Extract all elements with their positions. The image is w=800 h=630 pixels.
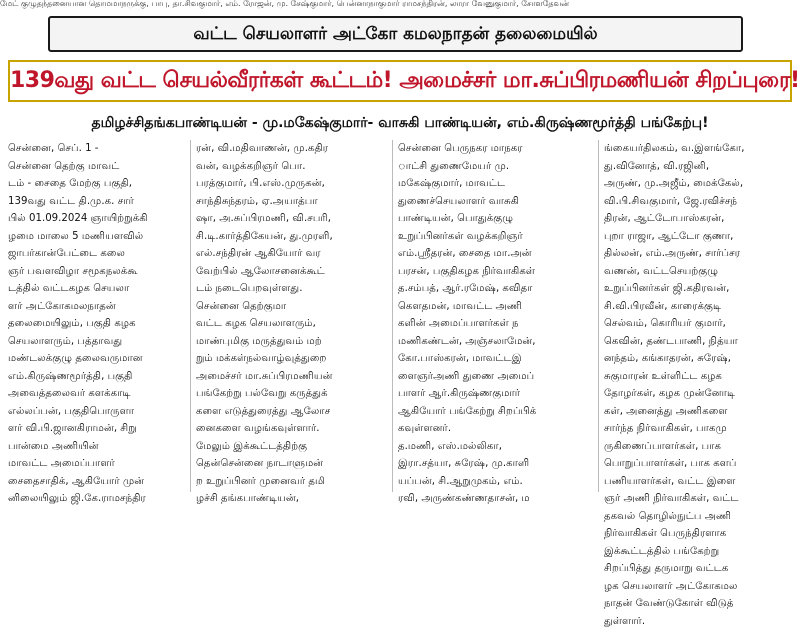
- article-line: பாளர் ஆர்.கிருஷ்ணகுமார்: [398, 385, 592, 403]
- article-line: எல்.சந்திரன் ஆகியோர் வர: [196, 245, 386, 263]
- article-line: த.மணி, எஸ்.மல்லிகா,: [398, 438, 592, 456]
- article-line: னந்தம், கங்காதரன், சுரேஷ்,: [604, 350, 792, 368]
- article-line: டம் - சைதை மேற்கு பகுதி,: [8, 175, 184, 193]
- article-line: கோ.பாஸ்கரன், மாவட்டஇ: [398, 350, 592, 368]
- article-line: ஞர் அணி நிர்வாகிகள், வட்ட: [604, 490, 792, 508]
- previous-article-strip: மேட் குழுதந்தனையான தொமமாநருக்கு, பாபு, தா.சிவகுமார், எம். ரோஜன், மு. சேஷ்குமார், பென்னாநாகுமார் ராமசந்திரன், லாரா வேனுகுமார், சோளதேவன்: [0, 0, 800, 12]
- article-line: வி.பி.சிவகுமார், ஜே.ரவிச்சந்: [604, 193, 792, 211]
- article-line: திரன், ஆட்டோபாஸ்கரன்,: [604, 210, 792, 228]
- article-line: ங்கையர்திலகம், வ.இளங்கோ,: [604, 140, 792, 158]
- article-line: எம்.ஸ்ரீதரன், சைதை மா.அன்: [398, 245, 592, 263]
- article-line: பங்கேற்று பல்வேறு கருத்துக்: [196, 385, 386, 403]
- article-column-1: [8, 140, 184, 492]
- article-line: கள், அனைத்து அணிகளை: [604, 403, 792, 421]
- article-line: றும் மக்கள்நல்வாழ்வுத்துறை: [196, 350, 386, 368]
- article-line: மாண்புமிகு மருத்துவம் மற்: [196, 333, 386, 351]
- article-line: ரன், வி.மதிவாணன், மு.கதிர: [196, 140, 386, 158]
- article-line: சென்னை தெற்கு மாவட்: [8, 158, 184, 176]
- article-line: தோழர்கள், கழக முன்னோடி: [604, 385, 792, 403]
- article-body: [8, 140, 792, 492]
- article-line: சுகுமாரன் உள்ளிட்ட கழக: [604, 368, 792, 386]
- article-line: தலைமையிலும், பகுதி கழக: [8, 315, 184, 333]
- article-line: ற உறுப்பினர் முனைவர் தமி: [196, 473, 386, 491]
- article-line: சைதைசாதிக், ஆகியோர் முன்: [8, 473, 184, 491]
- article-line: ாட்சி துணைமேயர் மு.: [398, 158, 592, 176]
- article-line: நிர்வாகிகள் பெருந்திரளாக: [604, 525, 792, 543]
- article-line: செல்வம், கொரியர் குமார்,: [604, 315, 792, 333]
- article-line: களின் அமைப்பாளர்கள் ந: [398, 315, 592, 333]
- article-line: கௌதமன், மாவட்ட அணி: [398, 298, 592, 316]
- article-line: புறா ராஜா, ஆட்டோ குணா,: [604, 228, 792, 246]
- article-line: ஆகியோர் பங்கேற்று சிறப்பிக்: [398, 403, 592, 421]
- article-line: பில் 01.09.2024 ஞாயிற்றுக்கி: [8, 210, 184, 228]
- article-line: ருகிணைப்பாளர்கள், பாக: [604, 438, 792, 456]
- article-line: சார்ந்த நிர்வாகிகள், பாகமு: [604, 420, 792, 438]
- article-line: பரத்குமார், பி.எஸ்.முருகன்,: [196, 175, 386, 193]
- article-line: ளர் அட்கோகமலநாதன்: [8, 298, 184, 316]
- article-line: அருண், மு.அஜீம், மைக்கேல்,: [604, 175, 792, 193]
- article-line: களை எடுத்துரைத்து ஆலோச: [196, 403, 386, 421]
- article-line: த.சம்பத், ஆர்.ரமேஷ், கவிதா: [398, 280, 592, 298]
- article-line: துணைச்செயலாளர் வாசுகி: [398, 193, 592, 211]
- article-line: அவைத்தலைவர் களக்காடி: [8, 385, 184, 403]
- article-line: ழமை மாலை 5 மணியளவில்: [8, 228, 184, 246]
- column-divider: [598, 140, 599, 492]
- article-line: பரசன், பகுதிகழக நிர்வாகிகள்: [398, 263, 592, 281]
- article-line: உறுப்பினர்கள் வழக்கறிஞர்: [398, 228, 592, 246]
- article-line: ஜாபர்கான்பேட்டை கலை: [8, 245, 184, 263]
- article-line: ஞர் பவளவிழா சமூகநலக்கூ: [8, 263, 184, 281]
- article-column-2: [196, 140, 386, 492]
- article-line: துள்ளார்.: [604, 613, 792, 630]
- article-line: ளர் வி.பி.ஜானகிராமன், சிறு: [8, 420, 184, 438]
- article-line: இரா.சத்யா, சுரேஷ், மு.காளி: [398, 455, 592, 473]
- article-line: தென்சென்னை நாடாளுமன்: [196, 455, 386, 473]
- article-line: ஷா, அ.சுப்பிரமணி, வி.சபரி,: [196, 210, 386, 228]
- article-line: பொறுப்பாளர்கள், பாக களப்: [604, 455, 792, 473]
- article-line: மாவட்ட அமைப்பாளர்: [8, 455, 184, 473]
- article-line: சி.டி.கார்த்திகேயன், து.முரளி,: [196, 228, 386, 246]
- article-line: சி.வி.பிரவீன், காரைக்குடி: [604, 298, 792, 316]
- article-line: ளைஞர்அணி துணை அமைப்: [398, 368, 592, 386]
- kicker-banner: வட்ட செயலாளர் அட்கோ கமலநாதன் தலைமையில்: [48, 16, 743, 52]
- article-line: சென்னை பெருநகர மாநகர: [398, 140, 592, 158]
- article-line: பான்மை அணியின்: [8, 438, 184, 456]
- article-line: பணியாளர்கள், வட்ட இளை: [604, 473, 792, 491]
- article-line: மண்டலக்குழு தலைவருமான: [8, 350, 184, 368]
- article-line: சாந்திசுந்தரம், ஏ.அயாத்பா: [196, 193, 386, 211]
- article-line: கெவின், தண்டபாணி, நித்யா: [604, 333, 792, 351]
- article-line: மகேஷ்குமார், மாவட்ட: [398, 175, 592, 193]
- article-line: சென்னை தெற்குமா: [196, 298, 386, 316]
- headline: 139வது வட்ட செயல்வீரர்கள் கூட்டம்! அமைச்சர் மா.சுப்பிரமணியன் சிறப்புரை!: [8, 60, 792, 102]
- article-line: னைகளை வழங்கவுள்ளார்.: [196, 420, 386, 438]
- article-line: அமைச்சர் மா.சுப்பிரமணியன்: [196, 368, 386, 386]
- article-line: மேலும் இக்கூட்டத்திற்கு: [196, 438, 386, 456]
- subheadline: தமிழச்சிதங்கபாண்டியன் - மு.மகேஷ்குமார்- வாசுகி பாண்டியன், எம்.கிருஷ்ணமூர்த்தி பங்கேற்பு!: [8, 110, 792, 136]
- article-line: வட்ட கழக செயலாளரும்,: [196, 315, 386, 333]
- article-line: நாதன் வேண்டுகோள் விடுத்: [604, 595, 792, 613]
- article-line: சிறப்பித்து தருமாறு வட்டக: [604, 560, 792, 578]
- article-line: பாண்டியன், பொதுக்குழு: [398, 210, 592, 228]
- article-line: னிலையிலும் ஜி.கே.ராமசந்திர: [8, 490, 184, 508]
- article-column-3: [398, 140, 592, 492]
- article-line: வன், வழக்கறிஞர் பொ.: [196, 158, 386, 176]
- article-line: டத்தில் வட்டகழக செயலா: [8, 280, 184, 298]
- article-line: தில்லன், எம்.அருண், சார்ப்சர: [604, 245, 792, 263]
- article-line: ழச்சி தங்கபாண்டியன்,: [196, 490, 386, 508]
- column-divider: [392, 140, 393, 492]
- article-line: செயலாளரும், பத்தாவது: [8, 333, 184, 351]
- article-line: ழக செயலாளர் அட்கோகமல: [604, 578, 792, 596]
- article-line: 139வது வட்ட தி.மு.க. சார்: [8, 193, 184, 211]
- article-line: எல்லப்பன், பகுதிபொருளா: [8, 403, 184, 421]
- article-line: ரவி, அருண்கண்ணதாசன், ம: [398, 490, 592, 508]
- article-line: எம்.கிருஷ்ணமூர்த்தி, பகுதி: [8, 368, 184, 386]
- article-line: யப்பன், சி.ஆறுமுகம், எம்.: [398, 473, 592, 491]
- article-column-4: [604, 140, 792, 492]
- article-line: டம் நடைபெறவுள்ளது.: [196, 280, 386, 298]
- article-line: கவுள்ளனர்.: [398, 420, 592, 438]
- article-line: வேற்பில் ஆலோசனைக்கூட்: [196, 263, 386, 281]
- article-line: இக்கூட்டத்தில் பங்கேற்று: [604, 543, 792, 561]
- article-line: சென்னை, செப். 1 -: [8, 140, 184, 158]
- article-line: வணன், வட்டசெயற்குழு: [604, 263, 792, 281]
- article-line: உறுப்பினர்கள் ஜி.கதிரவன்,: [604, 280, 792, 298]
- article-line: தகவல் தொழில்நுட்ப அணி: [604, 508, 792, 526]
- column-divider: [190, 140, 191, 492]
- article-line: து.வினோத், வி.ரஜினி,: [604, 158, 792, 176]
- article-line: மணிகண்டன், அஞ்சலாமேன்,: [398, 333, 592, 351]
